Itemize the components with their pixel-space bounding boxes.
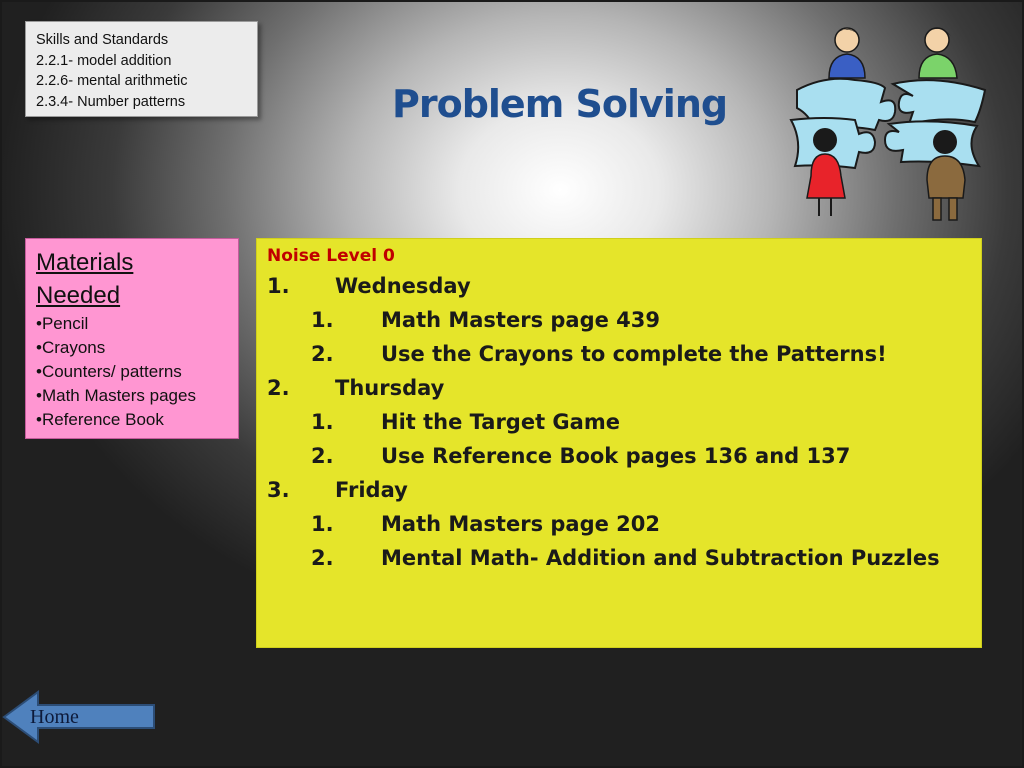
skills-line: 2.3.4- Number patterns bbox=[36, 93, 186, 110]
puzzle-people-clipart bbox=[785, 20, 995, 225]
back-arrow-icon bbox=[4, 692, 154, 742]
task-label: Mental Math- Addition and Subtraction Puzzles bbox=[381, 546, 940, 570]
task-number: 2. bbox=[311, 546, 334, 570]
day-number: 1. bbox=[267, 274, 290, 298]
day-row bbox=[267, 371, 971, 405]
task-label: Use the Crayons to complete the Patterns! bbox=[381, 342, 887, 366]
materials-item: •Pencil bbox=[36, 314, 89, 333]
task-row bbox=[267, 541, 971, 575]
task-row bbox=[267, 303, 971, 337]
day-number: 2. bbox=[267, 376, 290, 400]
task-number: 1. bbox=[311, 308, 334, 332]
noise-level: Noise Level 0 bbox=[267, 246, 395, 266]
materials-item: •Reference Book bbox=[36, 410, 164, 429]
task-number: 1. bbox=[311, 512, 334, 536]
materials-needed-box bbox=[25, 238, 239, 439]
task-row bbox=[267, 439, 971, 473]
page-title: Problem Solving bbox=[392, 82, 728, 126]
task-number: 2. bbox=[311, 342, 334, 366]
materials-item: •Crayons bbox=[36, 338, 106, 357]
day-row bbox=[267, 473, 971, 507]
task-label: Math Masters page 202 bbox=[381, 512, 661, 536]
materials-item: •Math Masters pages bbox=[36, 386, 196, 405]
materials-list bbox=[36, 312, 228, 432]
day-row bbox=[267, 269, 971, 303]
task-row bbox=[267, 337, 971, 371]
task-label: Hit the Target Game bbox=[381, 410, 620, 434]
day-label: Wednesday bbox=[335, 274, 471, 298]
day-label: Friday bbox=[335, 478, 408, 502]
materials-heading: Needed bbox=[36, 282, 121, 309]
skills-line: 2.2.1- model addition bbox=[36, 52, 172, 69]
task-number: 1. bbox=[311, 410, 334, 434]
skills-line: Skills and Standards bbox=[36, 32, 169, 48]
home-button[interactable] bbox=[2, 690, 157, 744]
task-row bbox=[267, 507, 971, 541]
home-label: Home bbox=[30, 706, 79, 728]
skills-standards-box bbox=[25, 21, 258, 117]
task-row bbox=[267, 405, 971, 439]
day-number: 3. bbox=[267, 478, 290, 502]
task-label: Use Reference Book pages 136 and 137 bbox=[381, 444, 851, 468]
task-number: 2. bbox=[311, 444, 334, 468]
task-label: Math Masters page 439 bbox=[381, 308, 661, 332]
day-label: Thursday bbox=[335, 376, 445, 400]
weekly-plan-box bbox=[256, 238, 982, 648]
skills-line: 2.2.6- mental arithmetic bbox=[36, 73, 188, 89]
materials-heading: Materials bbox=[36, 249, 134, 276]
materials-item: •Counters/ patterns bbox=[36, 362, 182, 381]
